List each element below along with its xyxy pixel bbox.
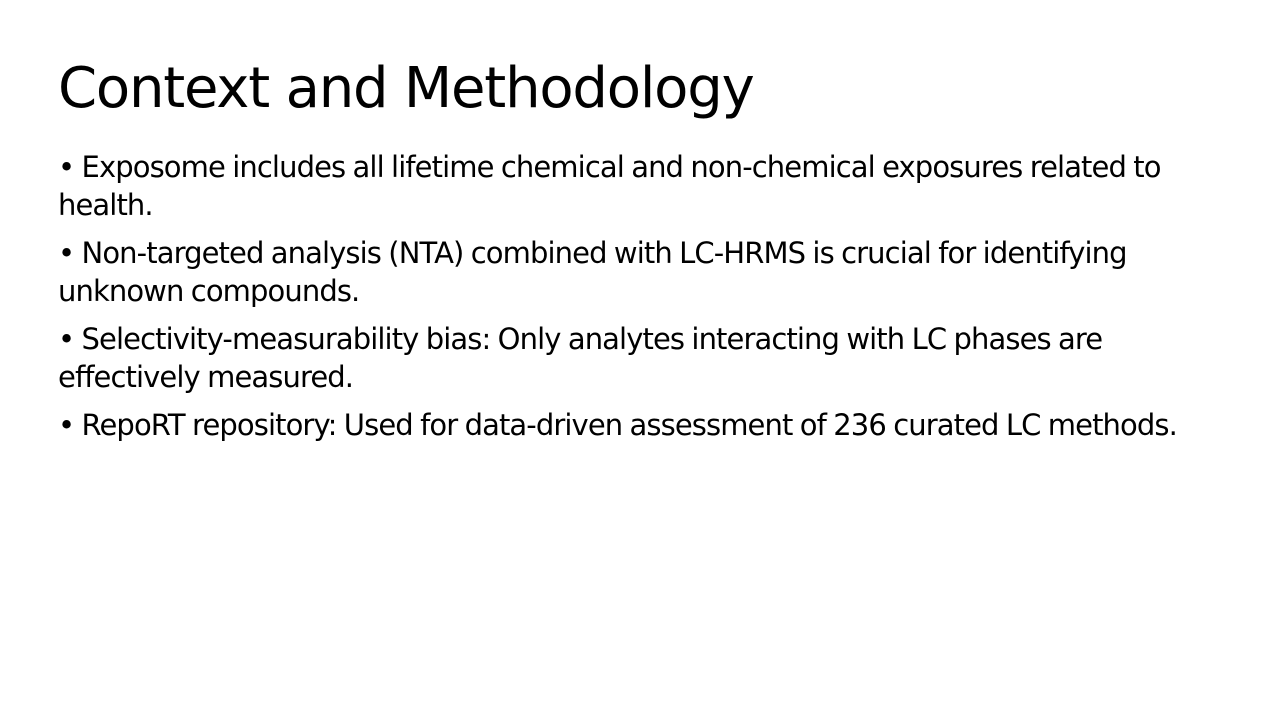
bullet-marker: • [58,236,75,270]
bullet-marker: • [58,408,75,442]
slide-title: Context and Methodology [58,56,754,121]
bullet-text: Exposome includes all lifetime chemical and non-chemical exposures related to health. [58,150,1161,222]
bullet-marker: • [58,150,75,184]
bullet-marker: • [58,322,75,356]
bullet-item [58,234,1228,310]
bullet-list [58,148,1228,454]
bullet-text: Non-targeted analysis (NTA) combined with LC-HRMS is crucial for identifying unknown compounds. [58,236,1127,308]
bullet-item [58,320,1228,396]
bullet-text: RepoRT repository: Used for data-driven assessment of 236 curated LC methods. [81,408,1177,442]
bullet-item [58,406,1228,444]
bullet-item [58,148,1228,224]
bullet-text: Selectivity-measurability bias: Only analytes interacting with LC phases are effectively measured. [58,322,1103,394]
